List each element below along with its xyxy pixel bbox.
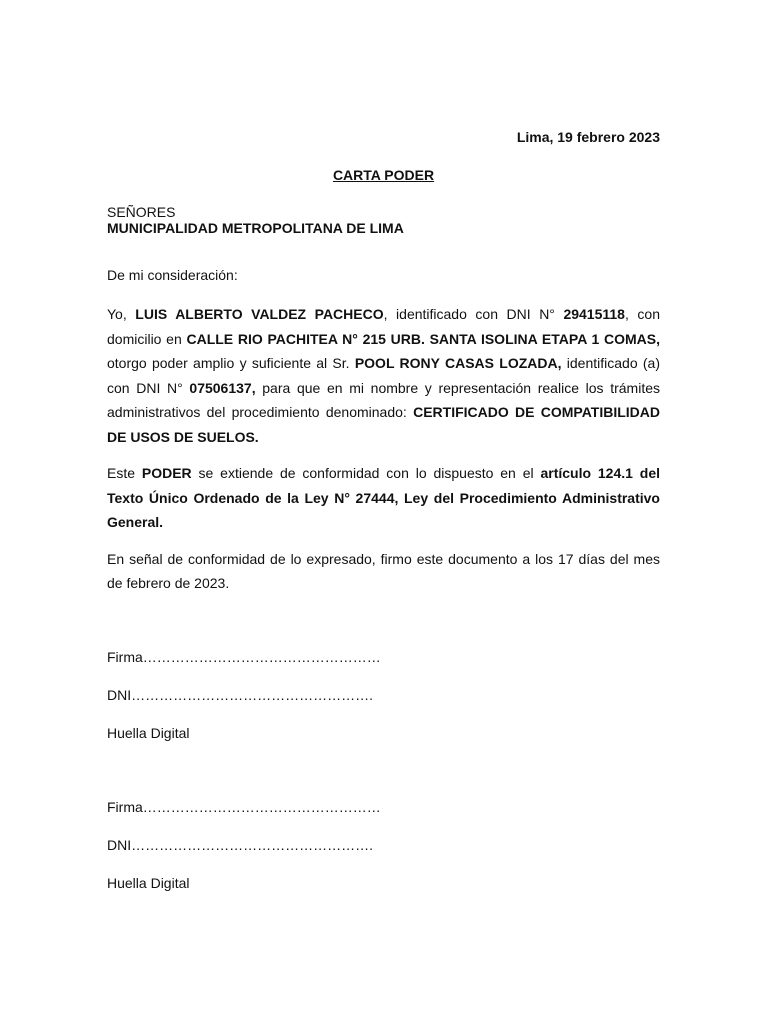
grantor-dni: 29415118 [563, 306, 625, 322]
procedure-name: CERTIFICADO DE COMPATIBILIDAD DE USOS DE SUELOS. [107, 404, 661, 445]
text: Yo, [107, 306, 136, 322]
grantor-address: CALLE RIO PACHITEA N° 215 URB. SANTA ISOLINA ETAPA 1 COMAS, [186, 330, 660, 347]
signature-line: Firma…………………………………………… [107, 648, 381, 665]
addressee [107, 204, 660, 236]
addressee-line: SEÑORES [107, 204, 176, 220]
text: , identificado con DNI N° [383, 306, 564, 322]
dni-line: DNI……………………………………………. [107, 836, 373, 853]
signature-block-2 [107, 798, 660, 892]
text: , con domicilio en [107, 306, 660, 347]
paragraph-conformity: En señal de conformidad de lo expresado, firmo este documento a los 17 días del mes de febrero de 2023. [107, 550, 660, 591]
dni-line: DNI……………………………………………. [107, 686, 373, 703]
text: se extiende de conformidad con lo dispuesto en el [191, 465, 541, 481]
addressee-organization: MUNICIPALIDAD METROPOLITANA DE LIMA [107, 220, 404, 236]
law-reference: artículo 124.1 del Texto Único Ordenado de la Ley N° 27444, Ley del Procedimiento Administrativo General. [107, 465, 660, 530]
text: Este [107, 465, 142, 481]
paragraph-legal-basis [107, 461, 660, 535]
letter-title: CARTA PODER [332, 167, 435, 183]
grantor-name: LUIS ALBERTO VALDEZ PACHECO [135, 306, 384, 322]
fingerprint-label: Huella Digital [107, 874, 190, 891]
fingerprint-label: Huella Digital [107, 724, 190, 741]
text: para que en mi nombre y representación realice los trámites administrativos del procedimiento denominado: [107, 379, 660, 420]
signature-block-1 [107, 648, 660, 742]
greeting: De mi consideración: [107, 267, 238, 283]
signature-line: Firma…………………………………………… [107, 798, 381, 815]
representative-name: POOL RONY CASAS LOZADA, [354, 355, 562, 371]
representative-dni: 07506137, [189, 379, 256, 396]
paragraph-grant [107, 302, 660, 449]
text: otorgo poder amplio y suficiente al Sr. [107, 355, 355, 371]
letter-content [107, 128, 660, 892]
letter-date: Lima, 19 febrero 2023 [516, 129, 660, 145]
poder-word: PODER [141, 465, 192, 481]
text: identificado (a) con DNI N° [107, 355, 660, 396]
